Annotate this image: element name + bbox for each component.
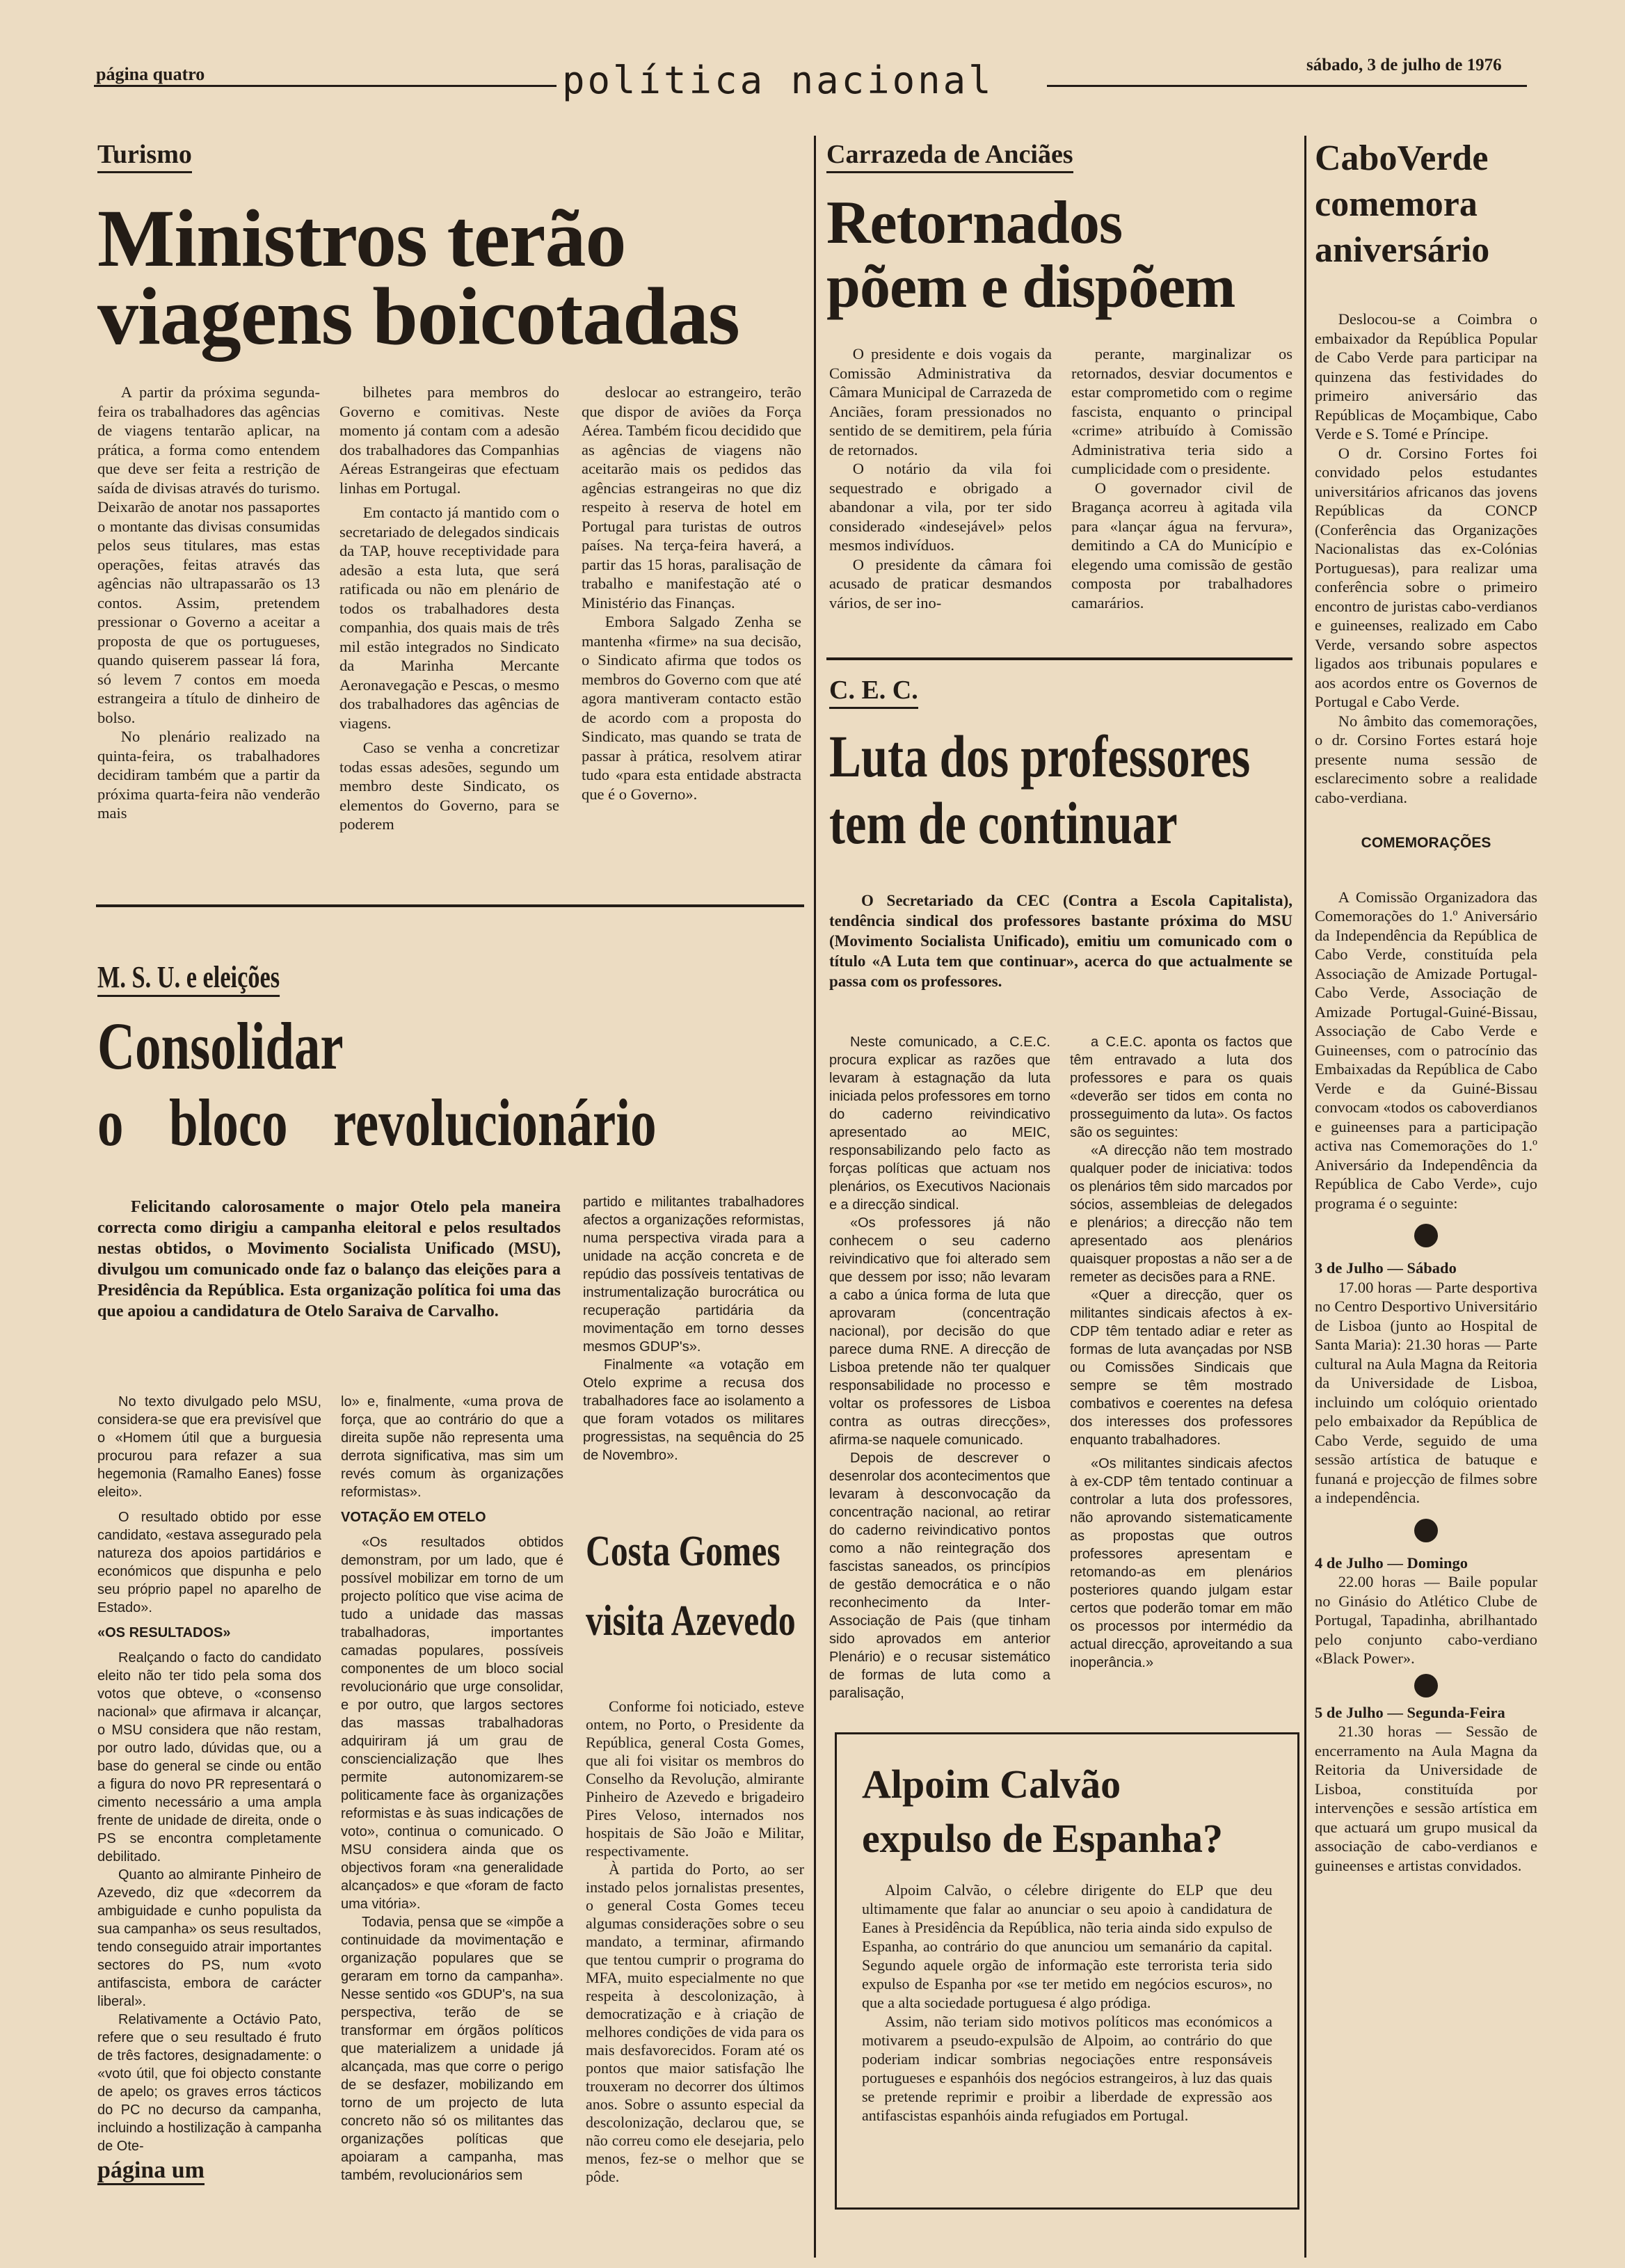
alpoim-headline-2: expulso de Espanha? <box>862 1816 1223 1861</box>
msu-col3-p2: Finalmente «a votação em Otelo exprime a recusa dos trabalhadores face ao isolamento a que foram votados os militares progressistas, na sequência do 25 de Novembro». <box>583 1357 804 1463</box>
cec-headline-1: Luta dos professores <box>829 723 1251 790</box>
carrazeda-headline-2: põem e dispõem <box>826 253 1235 321</box>
cec-column-1 <box>829 1033 1050 1702</box>
msu-headline-2: o bloco revolucionário <box>97 1085 657 1160</box>
caboverde-day2-text: 22.00 horas — Baile popular no Ginásio do Atlético Clube de Portugal, Tapadinha, abrilhantado pelo conjunto cabo-verdiano «Black Power». <box>1315 1573 1537 1667</box>
costa-headline-2: visita Azevedo <box>586 1597 796 1645</box>
column-rule-left <box>814 136 816 2258</box>
turismo-kicker: Turismo <box>97 139 192 173</box>
msu-col1-p4: Quanto ao almirante Pinheiro de Azevedo, diz que «decorrem da ambiguidade e cunho populista da sua campanha» os seus resultados, tendo conseguido atrair importantes sectores do PS, num «voto antifascista, embora de carácter liberal». <box>97 1867 321 2009</box>
turismo-col2-p1: bilhetes para membros do Governo e comitivas. Neste momento já contam com a adesão dos trabalhadores das Companhias Aéreas Estrangeiras que efectuam linhas em Portugal. <box>339 383 559 497</box>
cec-col2-p2: «A direcção não tem mostrado qualquer poder de iniciativa: todos os plenários têm sido marcados por sócios, assembleias de delegados e plenários; a direcção não tem apresentado aos plenários quaisquer propostas a não ser a de remeter as decisões para a RNE. <box>1070 1143 1292 1285</box>
caboverde-article <box>1315 136 1537 273</box>
costa-article <box>586 1524 804 1649</box>
costa-p1: Conforme foi noticiado, esteve ontem, no Porto, o Presidente da República, general Costa Gomes, que ali foi visitar os membros do Conselho da Revolução, almirante Pinheiro de Azevedo e brigadeiro Pires Veloso, internados nos hospitais de São João e Militar, respectivamente. <box>586 1698 804 1860</box>
carrazeda-col1-p3: O presidente da câmara foi acusado de praticar desmandos vários, de ser ino- <box>829 555 1052 612</box>
turismo-col2-p2: Em contacto já mantido com o secretariado de delegados sindicais da TAP, houve receptividade para adesão a esta luta, que será ratificada ou não em plenário de todos os trabalhadores desta companhia, dos quais mais de três mil estão integrados no Sindicato da Marinha Mercante Aeronavegação e Pescas, o mesmo dos trabalhadores das agências de viagens. <box>339 504 559 732</box>
cec-col1-p1: Neste comunicado, a C.E.C. procura explicar as razões que levaram à estagnação da luta iniciada pelos professores em torno do caderno reivindicativo apresentado ao MEIC, responsabilizando pelo facto as forças políticas que actuam nos plenários, os Executivos Nacionais e a direcção sindical. <box>829 1035 1050 1213</box>
msu-col3-p1: partido e militantes trabalhadores afectos a organizações reformistas, numa perspectiva virada para a unidade na acção concreta e de repúdio das possíveis tentativas de instrumentalização burocrática ou recuperação partidária da movimentação em torno desses mesmos GDUP's». <box>583 1195 804 1355</box>
turismo-col1-p2: No plenário realizado na quinta-feira, os trabalhadores decidiram também que a partir da próxima quarta-feira não venderão mais <box>97 728 320 822</box>
carrazeda-bottom-rule <box>826 657 1292 660</box>
carrazeda-article <box>826 139 1292 319</box>
bullet-dot-2 <box>1414 1519 1438 1542</box>
masthead-rule-left <box>94 85 557 87</box>
caboverde-headline: CaboVerde comemora aniversário <box>1315 138 1490 270</box>
section-title: política nacional <box>562 58 994 102</box>
issue-date: sábado, 3 de julho de 1976 <box>1306 56 1502 74</box>
carrazeda-col2-p1: perante, marginalizar os retornados, desviar documentos e estar comprometido com o regime fascista, enquanto o principal «crime» atribuído à Comissão Administrativa teria sido a cumplicidade com o presidente. <box>1071 345 1292 477</box>
caboverde-p1: Deslocou-se a Coimbra o embaixador da República Popular de Cabo Verde para participar na quinzena das festividades do primeiro aniversário das Repúblicas de Moçambique, Cabo Verde e S. Tomé e Príncipe. <box>1315 310 1537 442</box>
cec-lede: O Secretariado da CEC (Contra a Escola Capitalista), tendência sindical dos professores bastante próxima do MSU (Movimento Socialista Unificado), emitiu um comunicado com o título «A Luta tem que continuar», acerca do que actualmente se passa com os professores. <box>829 892 1292 990</box>
turismo-article <box>97 139 801 362</box>
cec-column-2 <box>1070 1033 1292 1672</box>
msu-article <box>97 960 800 1161</box>
carrazeda-col1-p1: O presidente e dois vogais da Comissão Administrativa da Câmara Municipal de Carrazeda de Anciães, foram pressionados no sentido de se demitirem, pela fúria de retornados. <box>829 345 1052 458</box>
alpoim-box <box>835 1732 1299 2210</box>
msu-lede: Felicitando calorosamente o major Otelo pela maneira correcta como dirigiu a campanha eleitoral e pelos resultados nestas obtidos, o Movimento Socialista Unificado (MSU), divulgou um comunicado onde faz o balanço das eleições para a Presidência da República. Esta organização política foi uma das que apoiou a candidatura de Otelo Saraiva de Carvalho. <box>97 1198 561 1320</box>
caboverde-p4: A Comissão Organizadora das Comemorações do 1.º Aniversário da Independência da República de Cabo Verde, constituída pela Associação de Amizade Portugal-Cabo Verde, Associação de Amizade Portugal-Guiné-Bissau, Associação de Cabo Verde e Guineenses, com o patrocínio das Embaixadas da República de Cabo Verde e da Guiné-Bissau convocam «todos os caboverdianos e guineenses para a participação activa nas Comemorações do 1.º Aniversário da Independência da República de Cabo Verde», cujo programa é o seguinte: <box>1315 888 1537 1212</box>
caboverde-day1-text: 17.00 horas — Parte desportiva no Centro Desportivo Universitário de Lisboa (junto ao Hospital de Santa Maria): 21.30 horas — Parte cultural na Aula Magna da Reitoria da Universidade de Lisboa, incluindo um colóquio orientado pelo embaixador da República de Cabo Verde, seguido de uma sessão artística de batuque e funaná e projecção de filmes sobre a independência. <box>1315 1278 1537 1506</box>
turismo-col3-p1: deslocar ao estrangeiro, terão que dispor de aviões da Força Aérea. Também ficou decidido que as agências de viagens não aceitarão mais os pedidos das agências estrangeiras no que diz respeito à reserva de hotel em Portugal para turistas de outros países. Na terça-feira haverá, a partir das 15 horas, paralisação de trabalho e manifestação até o Ministério das Finanças. <box>582 383 802 612</box>
msu-column-1 <box>97 1393 321 2185</box>
caboverde-subhead: COMEMORAÇÕES <box>1361 835 1491 851</box>
msu-col2-p2: «Os resultados obtidos demonstram, por um lado, que é possível mobilizar em torno de um projecto político que vise acima de tudo a unidade das massas trabalhadoras, importantes camadas populares, possíveis componentes de um bloco social revolucionário que urge consolidar, e por outro, que largos sectores das massas trabalhadoras adquiriram já um grau de consciencialização que lhes permite autonomizarem-se politicamente face às organizações reformistas e às suas indicações de voto», continua o comunicado. O MSU considera ainda que os objectivos foram «na generalidade alcançados» e que «foram de facto uma vitória». <box>341 1535 563 1912</box>
cec-col2-p1: a C.E.C. aponta os factos que têm entravado a luta dos professores e para os quais «deverão ser tidos em conta no prosseguimento da luta». Os factos são os seguintes: <box>1070 1035 1292 1140</box>
alpoim-headline-1: Alpoim Calvão <box>862 1762 1121 1807</box>
msu-col2-p1: lo» e, finalmente, «uma prova de força, que ao contrário do que a direita supõe não representa uma derrota significativa, mas sim um revés comum às organizações reformistas». <box>341 1394 563 1500</box>
caboverde-day3: 5 de Julho — Segunda-Feira <box>1315 1703 1505 1721</box>
msu-col2-p3: Todavia, pensa que se «impõe a continuidade da movimentação e organização populares que se geraram em torno da campanha». Nesse sentido «os GDUP's, na sua perspectiva, terão de se transformar em órgãos políticos que materializem a unidade já alcançada, mas que corre o perigo de se desfazer, mobilizando em torno de um projecto de luta concreto não só os militantes das organizações políticas que apoiaram a campanha, mas também, revolucionários sem <box>341 1915 563 2183</box>
costa-body <box>586 1698 804 2186</box>
cec-col2-p3: «Quer a direcção, quer os militantes sindicais afectos à ex-CDP têm tentado adiar e reter as formas de luta avançadas por NSB ou Comissões Sindicais que sempre se têm mostrado combativos e coerentes na defesa dos interesses dos professores enquanto trabalhadores. <box>1070 1288 1292 1448</box>
carrazeda-column-1 <box>829 344 1052 612</box>
msu-column-3 <box>583 1193 804 1464</box>
msu-subhead-1: «OS RESULTADOS» <box>97 1625 231 1640</box>
carrazeda-headline-1: Retornados <box>826 189 1123 257</box>
msu-column-2 <box>341 1393 563 2185</box>
turismo-col1-p1: A partir da próxima segunda-feira os trabalhadores das agências de viagens tentarão aplicar, na prática, a forma como entendem que deve ser feita a restrição de saída de divisas através do turismo. Deixarão de anotar nos passaportes o montante das divisas consumidas pelos seus titulares, mas estas operações, feitas através das agências não ultrapassarão os 13 contos. Assim, pretendem pressionar o Governo a aceitar a proposta de que os portugueses, quando quiserem passear lá fora, só levem 7 contos em moeda estrangeira a título de dinheiro de bolso. <box>97 383 320 726</box>
carrazeda-kicker: Carrazeda de Anciães <box>826 139 1073 173</box>
caboverde-p3: No âmbito das comemorações, o dr. Corsino Fortes estará hoje presente numa sessão de esclarecimento sobre a realidade cabo-verdiana. <box>1315 712 1537 806</box>
msu-col1-p1: No texto divulgado pelo MSU, considera-se que era previsível que o «Homem útil que a burguesia procurou para refazer a sua hegemonia (Ramalho Eanes) fosse eleito». <box>97 1394 321 1500</box>
page-label: página quatro <box>96 64 205 84</box>
turismo-headline-2: viagens boicotadas <box>97 271 739 362</box>
alpoim-p2: Assim, não teriam sido motivos políticos mas económicos a motivarem a pseudo-expulsão de Alpoim, ao contrário do que poderiam indicar sombrias negociações entre responsáveis portugueses e espanhóis dos negócios estrangeiros, à luz das quais se pretende reprimir e proibir a liberdade de expressão aos antifascistas espanhóis ainda refugiados em Portugal. <box>862 2013 1272 2124</box>
msu-continued: página um <box>97 2158 205 2185</box>
column-rule-right <box>1304 136 1306 2258</box>
caboverde-day2: 4 de Julho — Domingo <box>1315 1554 1468 1572</box>
cec-article <box>829 675 1295 856</box>
costa-p2: À partida do Porto, ao ser instado pelos jornalistas presentes, o general Costa Gomes teceu algumas considerações sobre o seu mandato, a terminar, afirmando que tentou cumprir o programa do MFA, muito especialmente no que respeita à descolonização, à democratização e à criação de melhores condições de vida para os mais desfavorecidos. Foram até os pontos que maior satisfação lhe trouxeram no decorrer dos últimos anos. Sobre o assunto especial da descolonização, declarou que, se não correu como ele desejaria, pelo menos, fez-se o melhor que se pôde. <box>586 1860 804 2185</box>
msu-headline-1: Consolidar <box>97 1009 344 1083</box>
cec-col1-p3: Depois de descrever o desenrolar dos acontecimentos que levaram à desconvocação da concentração nacional, ao retirar do caderno reivindicativo pontos como a não reintegração dos fascistas saneados, os princípios de gestão democrática e o não reconhecimento da Inter-Associação de Pais (que tinham sido aprovados em anterior Plenário) e o recusar sistemático de formas de luta como a paralisação, <box>829 1451 1050 1701</box>
bullet-dot-3 <box>1414 1674 1438 1698</box>
bullet-dot-1 <box>1414 1224 1438 1247</box>
alpoim-p1: Alpoim Calvão, o célebre dirigente do ELP que deu ultimamente que falar ao anunciar o seu apoio à candidatura de Eanes à Presidência da República, não teria ainda sido expulso de Espanha, ao contrário do que anunciou um semanário da capital. Segundo aquele orgão de informação este terrorista teria sido expulso de Espanha por «se ter metido em negócios escuros», no que a alta sociedade portuguesa é algo pródiga. <box>862 1881 1272 2011</box>
cec-kicker: C. E. C. <box>829 675 918 709</box>
turismo-bottom-rule <box>96 904 804 907</box>
turismo-headline-1: Ministros terão <box>97 193 626 284</box>
msu-col1-p5: Relativamente a Octávio Pato, refere que o seu resultado é fruto de três factores, designadamente: o «voto útil, que foi objecto constante de apelo; os graves erros tácticos do PC no decurso da campanha, incluindo a hostilização à campanha de Ote- <box>97 2012 321 2154</box>
costa-headline-1: Costa Gomes <box>586 1528 781 1575</box>
caboverde-body <box>1315 310 1537 1875</box>
caboverde-day1: 3 de Julho — Sábado <box>1315 1259 1457 1277</box>
msu-col1-p3: Realçando o facto do candidato eleito não ter tido pela soma dos votos que obteve, o «consenso nacional» que afirmava ir alcançar, o MSU considera que não restam, por outro lado, dúvidas que, ou a base do general se cinde ou então a figura do novo PR representará o cimento necessário a uma ampla frente de unidade de direita, onde o PS se encontra completamente debilitado. <box>97 1650 321 1864</box>
alpoim-body <box>862 1880 1272 2125</box>
turismo-column-2 <box>339 383 559 834</box>
cec-col2-p4: «Os militantes sindicais afectos à ex-CDP têm tentado continuar a controlar a luta dos professores, não aprovando sistematicamente as propostas que outros professores apresentam e retomando-as em plenários posteriores quando julgam estar certos que poderão tomar em mão os processos por intermédio da actual direcção, aproveitando a sua inoperância.» <box>1070 1456 1292 1670</box>
msu-kicker: M. S. U. e eleições <box>97 960 280 997</box>
caboverde-p2: O dr. Corsino Fortes foi convidado pelos estudantes universitários africanos das jovens Repúblicas da CONCP (Conferência das Organizações Nacionalistas das ex-Colónias Portuguesas), para realizar uma conferência sobre o primeiro encontro de juristas cabo-verdianos e guineenses, realizado em Cabo Verde, versando sobre aspectos ligados aos tribunais populares e aos acordos entre os Governos de Portugal e Cabo Verde. <box>1315 444 1537 710</box>
turismo-column-3 <box>582 383 801 804</box>
cec-col1-p2: «Os professores já não conhecem o seu caderno reivindicativo que foi alterado sem que dessem por isso; não levaram a cabo a única forma de luta que aprovaram (concentração nacional), por decisão do que parece duma RNE. A direcção de Lisboa pretende não ter qualquer responsabilidade no processo e voltar os professores de Lisboa contra as outras direcções», afirma-se naquele comunicado. <box>829 1215 1050 1448</box>
carrazeda-column-2 <box>1071 344 1292 612</box>
turismo-col3-p2: Embora Salgado Zenha se mantenha «firme» na sua decisão, o Sindicato afirma que todos os membros do Governo com que até agora mantiveram contacto estão de acordo com a proposta do Sindicato, mas quando se trata de passar à prática, resolvem atirar tudo «para esta entidade abstracta que é o Governo». <box>582 613 801 803</box>
turismo-col2-p3: Caso se venha a concretizar todas essas adesões, segundo um membro deste Sindicato, os elementos do Governo, para se poderem <box>339 739 559 833</box>
carrazeda-col1-p2: O notário da vila foi sequestrado e obrigado a abandonar a vila, por ter sido considerado «indesejável» pelos mesmos indivíduos. <box>829 460 1052 554</box>
msu-col1-p2: O resultado obtido por esse candidato, «estava assegurado pela natureza dos apoios partidários e económicos que dispunha e pelo seu próprio papel no aparelho de Estado». <box>97 1510 321 1615</box>
cec-headline-2: tem de continuar <box>829 790 1178 856</box>
carrazeda-col2-p2: O governador civil de Bragança acorreu à agitada vila para «lançar água na fervura», demitindo a CA do Município e elegendo uma comissão de gestão composta por trabalhadores camarários. <box>1071 479 1292 612</box>
masthead-rule-right <box>1047 85 1527 87</box>
msu-subhead-2: VOTAÇÃO EM OTELO <box>341 1510 486 1525</box>
caboverde-day3-text: 21.30 horas — Sessão de encerramento na Aula Magna da Reitoria da Universidade de Lisboa, constituída por intervenções e sessão artística em que actuará um grupo musical da associação de cabo-verdianos e guineenses e artistas convidados. <box>1315 1723 1537 1874</box>
turismo-column-1 <box>97 383 320 823</box>
